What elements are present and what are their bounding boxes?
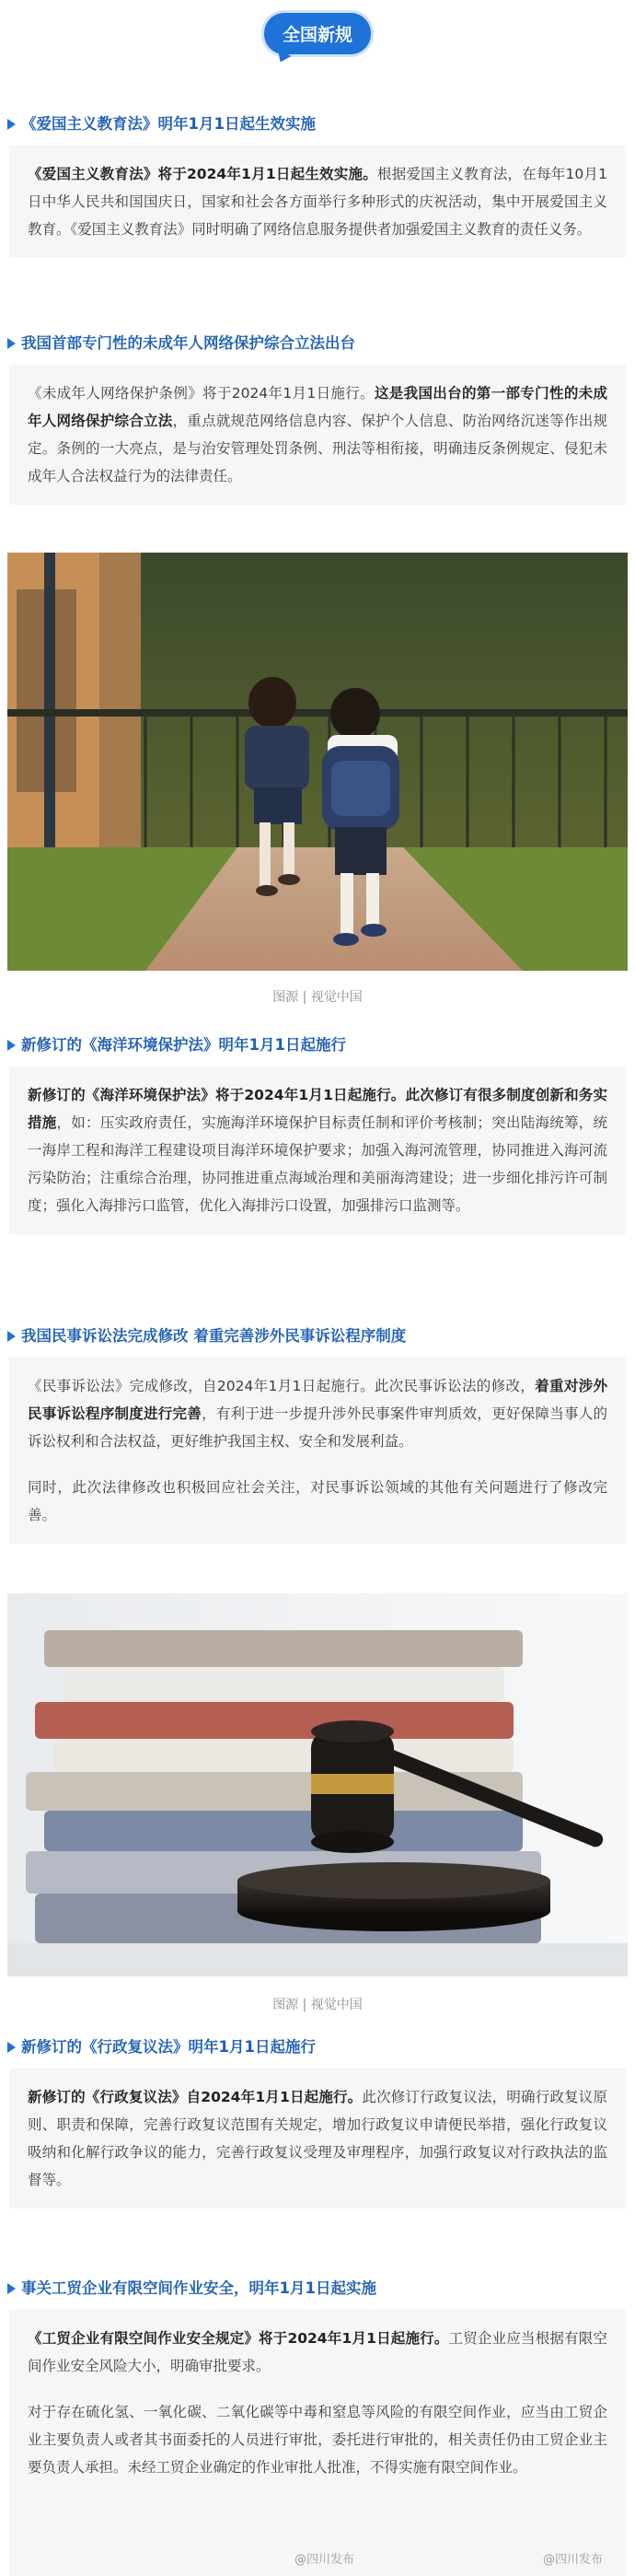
bold-text: 新修订的《海洋环境保护法》将于2024年1月1日起施行。此次修订有很多制度创新和务实措施 bbox=[28, 1087, 607, 1131]
paragraph bbox=[28, 160, 607, 243]
paragraph bbox=[28, 1474, 607, 1529]
watermark-left: @四川发布 bbox=[294, 2553, 355, 2567]
bold-text: 着重对涉外民事诉讼程序制度进行完善 bbox=[28, 1378, 607, 1422]
body-text: 《民事诉讼法》完成修改，自2024年1月1日起施行。此次民事诉讼法的修改， bbox=[28, 1378, 536, 1394]
watermark-right: @四川发布 bbox=[543, 2553, 604, 2567]
card-marine-environment-law bbox=[9, 1067, 626, 1234]
body-text: ，有利于进一步提升涉外民事案件审判质效，更好保障当事人的诉讼权利和合法权益，更好维护我国主权、安全和发展利益。 bbox=[28, 1405, 607, 1450]
paragraph bbox=[28, 379, 607, 490]
triangle-icon bbox=[7, 2283, 16, 2294]
triangle-icon bbox=[7, 2042, 16, 2053]
paragraph bbox=[28, 1372, 607, 1455]
heading-administrative-review-law bbox=[7, 2037, 628, 2057]
heading-text: 事关工贸企业有限空间作业安全，明年1月1日起实施 bbox=[21, 2279, 376, 2297]
paragraph bbox=[28, 1081, 607, 1219]
heading-confined-space-safety bbox=[7, 2279, 628, 2299]
heading-civil-procedure-law bbox=[7, 1326, 628, 1346]
children-illustration bbox=[7, 553, 628, 971]
heading-marine-environment-law bbox=[7, 1035, 628, 1055]
paragraph bbox=[28, 2083, 607, 2194]
bold-text: 《爱国主义教育法》将于2024年1月1日起生效实施。 bbox=[28, 166, 377, 182]
heading-patriotism-law bbox=[7, 114, 628, 134]
triangle-icon bbox=[7, 338, 16, 349]
card-minors-online-protection bbox=[9, 365, 626, 505]
body-text: ，如：压实政府责任，实施海洋环境保护目标责任制和评价考核制；突出陆海统筹，统一海岸工程和海洋工程建设项目海洋环境保护要求；加强入海河流管理，协同推进入海河流污染防治；注重综合治理，协同推进重点海域治理和美丽海湾建设；进一步细化排污许可制度；强化入海排污口监管，优化入海排污口设置，加强排污口监测等。 bbox=[28, 1114, 607, 1214]
bold-text: 新修订的《行政复议法》自2024年1月1日起施行。 bbox=[28, 2089, 363, 2105]
heading-text: 新修订的《海洋环境保护法》明年1月1日起施行 bbox=[21, 1036, 346, 1054]
section-badge: 全国新规 bbox=[264, 13, 371, 54]
badge-wrap bbox=[0, 13, 635, 54]
card-patriotism-law bbox=[9, 146, 626, 258]
body-text: 此次修订行政复议法，明确行政复议原则、职责和保障，完善行政复议范围有关规定，增加行政复议申请便民举措，强化行政复议吸纳和化解行政争议的能力，完善行政复议受理及审理程序，加强行政复议对行政执法的监督等。 bbox=[28, 2089, 607, 2188]
photo2-caption: 图源 | 视觉中国 bbox=[272, 1998, 363, 2012]
paragraph bbox=[28, 2325, 607, 2380]
body-text: 同时，此次法律修改也积极回应社会关注，对民事诉讼领域的其他有关问题进行了修改完善。 bbox=[28, 1479, 607, 1523]
bold-text: 这是我国出台的第一部专门性的未成年人网络保护综合立法 bbox=[28, 385, 607, 429]
body-text: 根据爱国主义教育法，在每年10月1日中华人民共和国国庆日，国家和社会各方面举行多种形式的庆祝活动，集中开展爱国主义教育。《爱国主义教育法》同时明确了网络信息服务提供者加强爱国主义教育的责任义务。 bbox=[28, 166, 607, 238]
photo1-caption: 图源 | 视觉中国 bbox=[272, 990, 363, 1005]
paragraph bbox=[28, 2398, 607, 2481]
heading-text: 《爱国主义教育法》明年1月1日起生效实施 bbox=[21, 115, 316, 133]
card-civil-procedure-law bbox=[9, 1358, 626, 1544]
triangle-icon bbox=[7, 1331, 16, 1342]
heading-text: 我国民事诉讼法完成修改 着重完善涉外民事诉讼程序制度 bbox=[21, 1327, 407, 1345]
triangle-icon bbox=[7, 1040, 16, 1051]
body-text: ，重点就规范网络信息内容、保护个人信息、防治网络沉迷等作出规定。条例的一大亮点，是与治安管理处罚条例、刑法等相衔接，明确违反条例规定、侵犯未成年人合法权益行为的法律责任。 bbox=[28, 413, 607, 484]
heading-minors-online-protection bbox=[7, 333, 628, 354]
gavel-illustration bbox=[7, 1593, 628, 1976]
card-administrative-review-law bbox=[9, 2069, 626, 2209]
photo-books-gavel bbox=[7, 1593, 628, 1976]
triangle-icon bbox=[7, 119, 16, 130]
body-text: 对于存在硫化氢、一氧化碳、二氧化碳等中毒和窒息等风险的有限空间作业，应当由工贸企业主要负责人或者其书面委托的人员进行审批，委托进行审批的，相关责任仍由工贸企业主要负责人承担。未经工贸企业确定的作业审批人批准，不得实施有限空间作业。 bbox=[28, 2404, 607, 2476]
bold-text: 《工贸企业有限空间作业安全规定》将于2024年1月1日起施行。 bbox=[28, 2330, 449, 2347]
photo-children-backpacks bbox=[7, 553, 628, 971]
body-text: 《未成年人网络保护条例》将于2024年1月1日施行。 bbox=[28, 385, 375, 402]
body-text: 工贸企业应当根据有限空间作业安全风险大小，明确审批要求。 bbox=[28, 2330, 607, 2374]
heading-text: 新修订的《行政复议法》明年1月1日起施行 bbox=[21, 2038, 316, 2056]
heading-text: 我国首部专门性的未成年人网络保护综合立法出台 bbox=[21, 334, 355, 352]
card-confined-space-safety bbox=[9, 2310, 626, 2576]
